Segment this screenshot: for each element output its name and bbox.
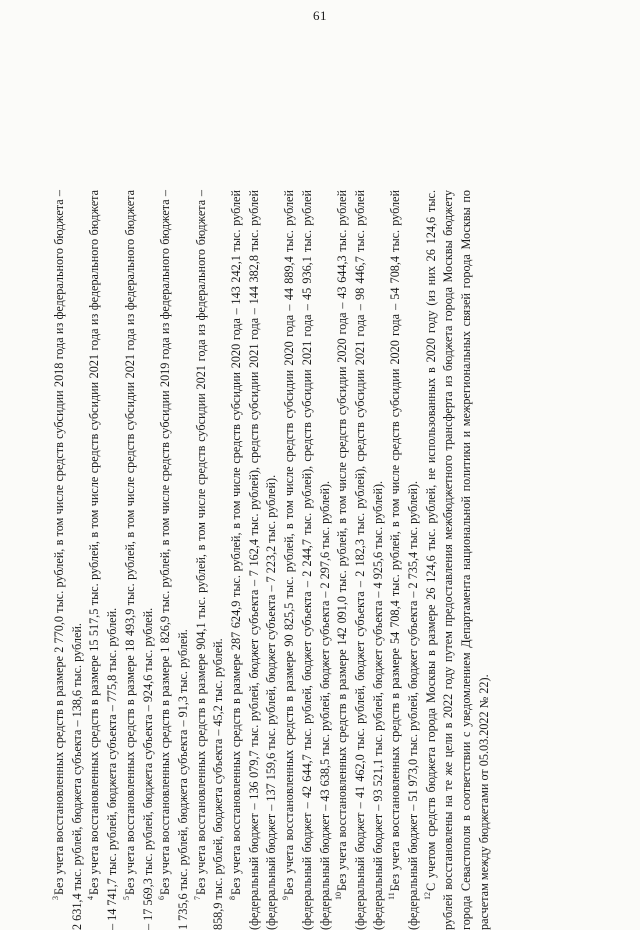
footnote-text: Без учета восстановленных средств в размере 2 770,0 тыс. рублей, в том числе средств субсидии 2018 года из федерального бюджета – 2 631,4 тыс. рублей, бюджета субъекта – 138,6 тыс. рублей. [52, 190, 84, 930]
footnote-4 [86, 190, 121, 930]
footnote-text: Без учета восстановленных средств в размере 287 624,9 тыс. рублей, в том числе средств субсидии 2020 года – 143 242,1 тыс. рублей (федеральный бюджет – 136 079,7 тыс. рублей, бюджет субъекта – 7 162,4 тыс. рублей), средств субсидии 2021 года – 144 382,8 тыс. рублей (федеральный бюджет – 137 159,6 тыс. рублей, бюджет субъекта – 7 223,2 тыс. рублей). [229, 190, 279, 930]
footnote-6 [157, 190, 192, 930]
footnote-text: Без учета восстановленных средств в размере 90 825,5 тыс. рублей, в том числе средств субсидии 2020 года – 44 889,4 тыс. рублей (федеральный бюджет – 42 644,7 тыс. рублей, бюджет субъекта – 2 244,7 тыс. рублей), средств субсидии 2021 года – 45 936,1 тыс. рублей (федеральный бюджет – 43 638,5 тыс. рублей, бюджет субъекта – 2 297,6 тыс. рублей). [282, 190, 332, 930]
footnote-mark: 11 [387, 892, 397, 900]
footnote-mark: 7 [192, 896, 202, 900]
footnote-mark: 6 [157, 896, 167, 900]
footnote-text: Без учета восстановленных средств в размере 142 091,0 тыс. рублей, в том числе средств субсидии 2020 года – 43 644,3 тыс. рублей (федеральный бюджет – 41 462,0 тыс. рублей, бюджет субъекта – 2 182,3 тыс. рублей), средств субсидии 2021 года – 98 446,7 тыс. рублей (федеральный бюджет – 93 521,1 тыс. рублей, бюджет субъекта – 4 925,6 тыс. рублей). [335, 190, 385, 930]
footnote-mark: 4 [86, 896, 96, 900]
footnote-12 [423, 190, 494, 930]
footnote-mark: 3 [51, 896, 60, 900]
footnote-mark: 12 [422, 892, 432, 900]
footnote-text: Без учета восстановленных средств в размере 1 826,9 тыс. рублей, в том числе средств субсидии 2019 года из федерального бюджета – 1 735,6 тыс. рублей, бюджета субъекта – 91,3 тыс. рублей. [158, 190, 190, 930]
footnote-7 [193, 190, 228, 930]
footnote-5 [122, 190, 157, 930]
footnote-9 [281, 190, 334, 930]
page-number: 61 [313, 8, 327, 23]
footnote-11 [387, 190, 422, 930]
footnote-8 [228, 190, 281, 930]
footnote-mark: 10 [334, 892, 344, 900]
footnote-text: Без учета восстановленных средств в размере 904,1 тыс. рублей, в том числе средств субсидии 2021 года из федерального бюджета – 858,9 тыс. рублей, бюджета субъекта – 45,2 тыс. рублей. [193, 190, 226, 930]
footnote-mark: 5 [121, 896, 131, 900]
footnote-3 [51, 190, 86, 930]
footnote-text: Без учета восстановленных средств в размере 15 517,5 тыс. рублей, в том числе средств субсидии 2021 года из федерального бюджета – 14 741,7 тыс. рублей, бюджета субъекта – 775,8 тыс. рублей. [87, 190, 120, 930]
footnote-text: Без учета восстановленных средств в размере 54 708,4 тыс. рублей, в том числе средств субсидии 2020 года – 54 708,4 тыс. рублей (федеральный бюджет – 51 973,0 тыс. рублей, бюджет субъекта – 2 735,4 тыс. рублей). [388, 190, 421, 930]
footnotes-block [51, 190, 571, 930]
footnote-text: Без учета восстановленных средств в размере 18 493,9 тыс. рублей, в том числе средств субсидии 2021 года из федерального бюджета – 17 569,3 тыс. рублей, бюджета субъекта – 924,6 тыс. рублей. [122, 190, 155, 930]
footnotes-list [51, 190, 494, 930]
footnote-10 [334, 190, 387, 930]
footnote-mark: 8 [228, 896, 238, 900]
footnote-mark: 9 [281, 896, 291, 900]
footnote-text: С учетом средств бюджета города Москвы в размере 26 124,6 тыс. рублей, не использованных в 2020 году (из них 26 124,6 тыс. рублей восстановлены на те же цели в 2022 году путем предоставления межбюджетного трансферта из бюджета города Москвы бюджету города Севастополя в соответствии с уведомлением Департамента национальной политики и межрегиональных связей города Москвы по расчетам между бюджетами от 05.03.2022 № 22). [423, 190, 491, 930]
